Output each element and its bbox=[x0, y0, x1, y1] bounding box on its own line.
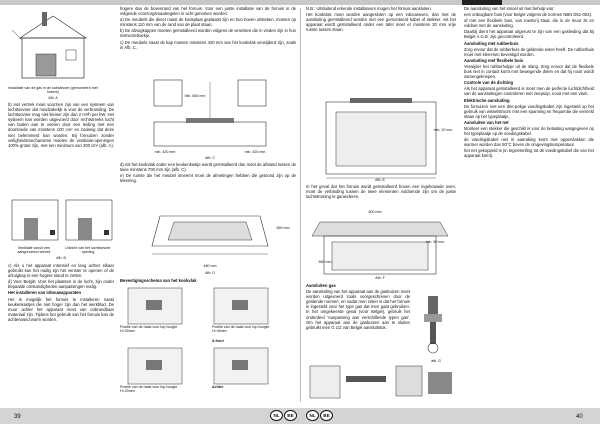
col2-a: N.B.: Uitsluitend erkende installateurs mogen het fornuis aansluiten. bbox=[306, 6, 432, 11]
cabinet-clearance-diagram bbox=[150, 78, 270, 148]
left-text-c bbox=[8, 263, 114, 403]
item-e: e) De ruimte die het meubel inneemt moet de afmetingen hebben die getoond zijn op de tekening. bbox=[120, 173, 296, 184]
para-install: Het is mogelijk het fornuis te installeren naast keukenkastjes die niet hoger zijn dan het werkblad. De muur achter het apparaat moet van onbrandbaar materiaal zijn. Tijdens het gebruik van het fornuis kan de achterwand warm worden. bbox=[8, 296, 114, 322]
para-rubber: Zorg ervoor dat de rubberbuis de geldende eisen heeft. De rubberbuis moet met klemmen bevestigd worden. bbox=[464, 46, 594, 57]
fig-c bbox=[150, 78, 270, 148]
fig-f-caption: Afb. F bbox=[375, 276, 385, 280]
adjacent-room-ventilation-diagram bbox=[10, 196, 114, 248]
heading-elec: Elektrische aansluiting bbox=[464, 97, 510, 103]
para-control: Als het apparaat geïnstalleerd is moet men de perfecte luchtdichtheid van de aansluitingen controleren met zeepsop, nooit met een vlam. bbox=[464, 86, 594, 97]
list-1-item-1: een onbuigbare buis (voor België volgens de normen NBN D51-003). bbox=[464, 12, 593, 18]
para-1: De aansluiting van het smoel uit met behulp van: bbox=[464, 6, 555, 11]
heading-mount: Bevestigingsschema van het kookvlak bbox=[120, 278, 197, 283]
fig-d-caption: Afb. D bbox=[205, 271, 215, 275]
page-divider bbox=[300, 8, 301, 402]
fig-a bbox=[10, 10, 96, 86]
lang-badge-nl-left: NL bbox=[270, 410, 283, 421]
list-1-item-2: of met een flexibele buis, van roestvrij staal, die in de muur zit en voldoet met de aansluiting. bbox=[464, 18, 594, 29]
col2-b: Het kookvlak moet worden aangesloten op een inbouwoven, dan met de aansluiting geïnstalleerd worden met een gemonteerd kabel of stekker. Als het apparaat wordt geïnstalleerd onder een tafel moet er minstens 20 mm vrije ruimte tussen staan. bbox=[306, 12, 456, 33]
list-2-item-2: het net gekoppeld is (in tegenstelling tot de voedingskabel die van het apparaat komt). bbox=[464, 148, 594, 159]
heading-install: Het installeren van inbouwapparaten bbox=[8, 290, 82, 296]
top-tab-marker bbox=[462, 0, 502, 5]
fig-a-caption: Afb. A bbox=[48, 96, 58, 100]
col2-text-top bbox=[306, 6, 456, 90]
fig-d bbox=[150, 206, 270, 266]
house-ventilation-diagram bbox=[10, 10, 96, 86]
mounting-hooks-diagram bbox=[118, 286, 298, 398]
item-a: a) De meubels die direct naast de kookplaat geplaatst zijn en hun boven uitsteken, moeten op minstens 110 mm van de rand van de plaat staan. bbox=[120, 17, 296, 28]
para-c: c) Als u het apparaat intensief en lang achter elkaar gebruikt kan het nodig zijn het venster te openen of de afzuigkap in een hogere stand te zetten. bbox=[8, 263, 114, 279]
para-d: d) Voor België: Voor het plaatsen in de lucht, zijn onder bepaalde omstandigheden aanpassingen nodig. bbox=[8, 279, 114, 290]
item-d: d) Als het kookvlak onder een keukenkastje wordt geïnstalleerd dan moet de afstand tussen de twee minstens 700 mm zijn (afb. C). bbox=[120, 162, 296, 173]
heading-control: Controle van de dichting bbox=[464, 80, 514, 86]
fig-f-label-2: min. 50 mm bbox=[425, 240, 445, 244]
para-2: Daarbij dient het apparaat uitgerust te zijn van een gasleiding dat bij België A.G.B. zijn gecontroleerd. bbox=[464, 29, 594, 40]
fig-c-label-1: Min. 650 mm bbox=[184, 94, 206, 98]
fig-d-label-2: 480 mm bbox=[203, 264, 217, 268]
fig-e-caption: Afb. E bbox=[375, 178, 385, 182]
heading-kabel: Aansluiten van het net bbox=[464, 119, 509, 125]
para-flex: Verwijder het rubberhulpje uit de slang. Zorg ervoor dat de flexibele buis niet in contact komt met bewegende delen en dat hij nooit wordt samengeknepen. bbox=[464, 63, 594, 80]
fig-f-label-1: 600 mm bbox=[368, 210, 382, 214]
footer-bar bbox=[0, 408, 600, 424]
left-text-b bbox=[8, 102, 114, 194]
oven-under-table-diagram bbox=[306, 92, 456, 182]
fig-mount bbox=[118, 286, 298, 398]
center-text-mid bbox=[120, 162, 296, 204]
lang-badge-be-right: BE bbox=[320, 410, 333, 421]
fig-a-label: Installatie van de gas in de luchtafvoer (gemonteerd met kokers) bbox=[8, 86, 98, 95]
col2-c: In het geval dat het fornuis wordt geïnstalleerd boven een ingebouwde oven, moet de verbinding tussen de twee elementen voldoende zijn om de juiste luchtstroming te garanderen. bbox=[306, 184, 456, 200]
fig-g bbox=[414, 292, 458, 358]
page-number-left: 39 bbox=[14, 414, 21, 420]
mount-label-4: Positie van de haak voor top hoogte H=20mm bbox=[120, 385, 178, 394]
fig-b-label-1: Ventilatie vanuit een aangrenzend vertrek bbox=[17, 246, 51, 255]
fig-c-label-3: min. 420 mm bbox=[244, 150, 266, 154]
fig-f bbox=[310, 214, 450, 278]
mount-label-3: A front bbox=[212, 339, 224, 343]
fig-c-label-2: min. 420 mm bbox=[154, 150, 176, 154]
fig-e bbox=[306, 92, 456, 182]
gas-connector-diagram bbox=[414, 292, 458, 358]
fig-f-label-3: 560 mm bbox=[318, 260, 332, 264]
fig-c-caption: Afb. C bbox=[205, 156, 215, 160]
para-intro: hogere dan de bovenrand van het fornuis. Voor een juiste installatie van de fornuis in de volgende voorzorgsmaatregelen in acht genomen worden: bbox=[120, 6, 296, 17]
lang-badge-be-left: BE bbox=[284, 410, 297, 421]
fig-b-label-2: Uitzicht van het luchttoevoer opening bbox=[65, 246, 111, 255]
top-bar bbox=[0, 0, 600, 5]
item-c: c) De meubels naast de kap moeten minstens 420 mm van het kookvlak verwijderd zijn, zoals in Afb. C. bbox=[120, 39, 296, 50]
list-2-item-1: de voedingskabel niet in aanraking komt met oppervlakken die warmer worden dan 50°C boven de omgevingstemperatuur. bbox=[464, 137, 594, 148]
fig-g-caption: afb. G bbox=[431, 359, 441, 363]
para-b: b) Het vertrek moet voorzien zijn van een systeem van luchttoevoer dat noodzakelijk is voor de verbranding. De luchttoevoer mag niet kleiner zijn dan 2 m³/h per kW. Het systeem kan worden uitgevoerd door rechtstreeks lucht van buiten aan te voeren door een leiding met een doorsnede van minstens 100 cm² en zodanig dat deze niet belemmerd kan worden. Bij fornuizen zonder veiligheidsmechanisme moeten de ventilatie-openingen 100% groter zijn, met een minimum van 200 cm² (afb. A). bbox=[8, 102, 114, 148]
para-elec: De fornuizen met een drie-polige voedingskabel zijn ingesteld op het gebruik van wisselstroom met een spanning en frequentie die vermeld staan op het typeplaatje. bbox=[464, 103, 594, 119]
built-in-oven-diagram bbox=[310, 214, 450, 278]
center-text-top bbox=[120, 6, 296, 76]
cutout-dimensions-diagram bbox=[150, 206, 270, 266]
fig-b bbox=[10, 196, 114, 248]
lang-badge-nl-right: NL bbox=[306, 410, 319, 421]
fig-d-label-1: 560 mm bbox=[276, 226, 290, 230]
col2-text-gas bbox=[306, 283, 410, 363]
heading-rubber: Aansluiting met rubberbuis bbox=[464, 40, 519, 46]
fig-b-caption: Afb. B bbox=[56, 256, 66, 260]
mount-label-1: Positie van de haak voor top hoogte H=30mm bbox=[120, 325, 178, 334]
heading-gas: Aansluiten gas bbox=[306, 283, 336, 288]
item-b: b) De afzuigkappen moeten geïnstalleerd worden volgens de vereisten die in vinden zijn in hun instructieboekje. bbox=[120, 28, 296, 39]
heading-flex: Aansluiting met flexibele buis bbox=[464, 57, 524, 63]
para-kabel: Monteer een stekker die geschikt is voor de belasting aangegeven op het typeplaatje op de voedingskabel. bbox=[464, 125, 594, 137]
para-gas: De aansluiting van het apparaat aan de gasbuizen moet worden uitgevoerd zoals voorgeschreven door de geldende normen, en nadat men zeker is dat het fornuis is ingesteld voor het type gas dat men gaat gebruiken. In het omgekeerde geval (voor België), gebruik het onderdeel 'Aanpassing aan verschillende typen gas'. Om het apparaat aan de gasbuizen aan te sluiten gebruikt men G 1/2 van België aansluitstuk. bbox=[306, 289, 410, 330]
fig-h bbox=[306, 362, 458, 402]
pipe-connection-diagram bbox=[306, 362, 458, 402]
mount-label-2: Positie van de haak voor top hoogte H=40mm bbox=[212, 325, 270, 334]
mount-label-5: Achter bbox=[212, 385, 224, 389]
page-number-right: 40 bbox=[576, 414, 583, 420]
right-text bbox=[464, 6, 594, 402]
fig-e-label: min. 20 mm bbox=[433, 128, 453, 132]
